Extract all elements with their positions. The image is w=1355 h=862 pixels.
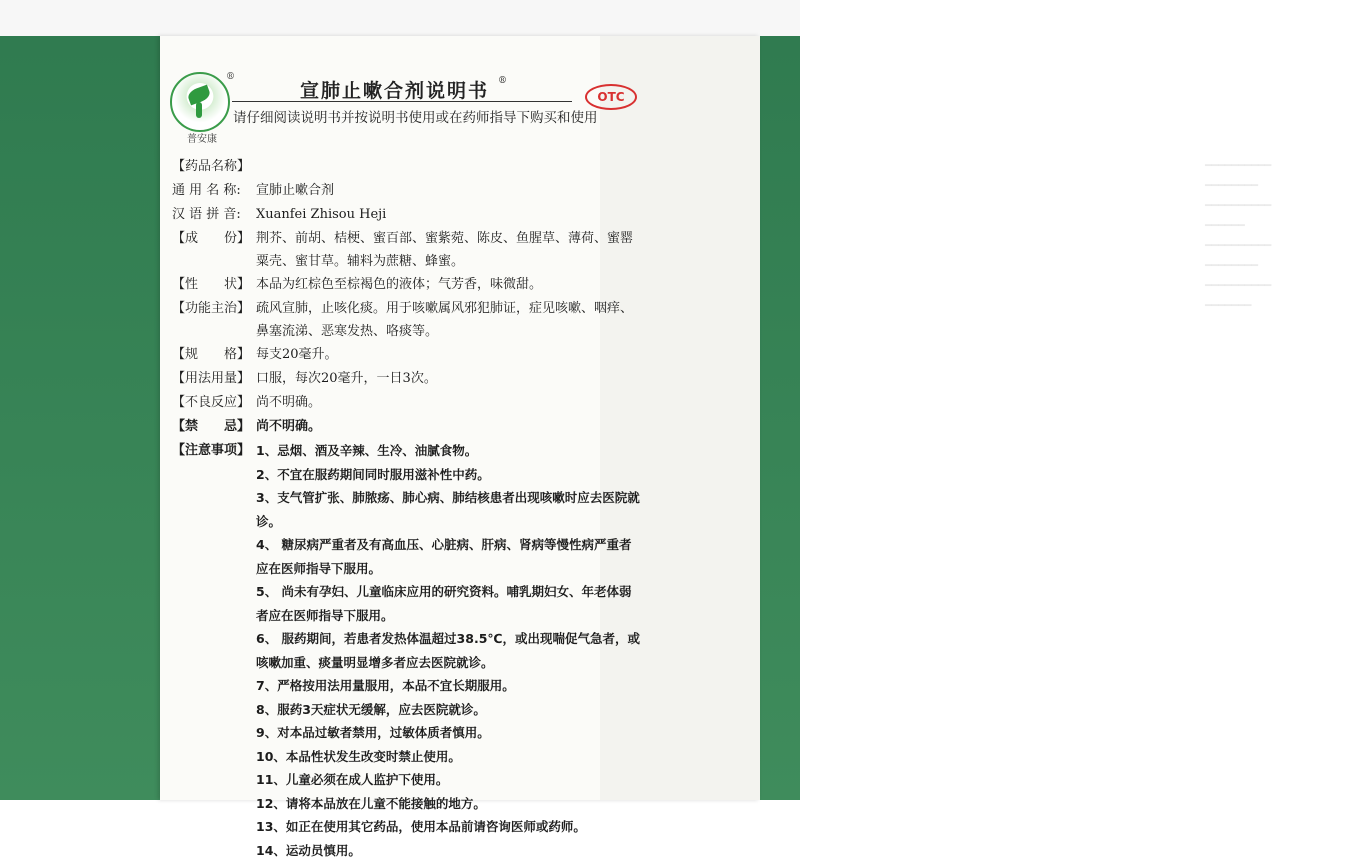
field-row — [172, 415, 642, 439]
precaution-item: 3、支气管扩张、肺脓疡、肺心病、肺结核患者出现咳嗽时应去医院就诊。 — [256, 486, 642, 533]
precaution-item: 6、 服药期间，若患者发热体温超过38.5℃，或出现喘促气急者，或咳嗽加重、痰量明显增多者应去医院就诊。 — [256, 627, 642, 674]
field-row — [172, 367, 642, 391]
field-label: 【药品名称】 — [172, 155, 252, 178]
otc-badge: OTC — [585, 84, 637, 110]
instruction-body — [172, 155, 642, 862]
brand-name: 普安康 — [172, 130, 232, 145]
field-label: 汉 语 拼 音: — [172, 203, 252, 226]
precaution-item: 9、对本品过敏者禁用，过敏体质者慎用。 — [256, 721, 642, 745]
field-row — [172, 343, 642, 367]
page-title: 宣肺止嗽合剂说明书 — [300, 76, 489, 103]
field-value: 口服，每次20毫升，一日3次。 — [256, 367, 642, 390]
precaution-item: 11、儿童必须在成人监护下使用。 — [256, 768, 642, 792]
field-row — [172, 297, 642, 343]
field-row — [172, 179, 642, 203]
field-label: 【规 格】 — [172, 343, 252, 366]
field-row — [172, 391, 642, 415]
logo-registered-mark: ® — [226, 72, 235, 82]
field-label: 【用法用量】 — [172, 367, 252, 390]
precaution-item: 13、如正在使用其它药品，使用本品前请咨询医师或药师。 — [256, 815, 642, 839]
field-value: 尚不明确。 — [256, 415, 642, 438]
figure-icon — [196, 102, 202, 118]
field-row — [172, 203, 642, 227]
precautions-label: 【注意事项】 — [172, 439, 252, 462]
precaution-item: 14、运动员慎用。 — [256, 839, 642, 862]
brand-logo-icon — [170, 72, 230, 132]
top-white-band — [0, 0, 800, 36]
precaution-item: 7、严格按用法用量服用，本品不宜长期服用。 — [256, 674, 642, 698]
title-registered-mark: ® — [498, 76, 507, 86]
field-row — [172, 273, 642, 297]
field-label: 【禁 忌】 — [172, 415, 252, 438]
field-value: 荆芥、前胡、桔梗、蜜百部、蜜紫菀、陈皮、鱼腥草、薄荷、蜜罂粟壳、蜜甘草。辅料为蔗糖、蜂蜜。 — [256, 227, 642, 273]
field-value: 每支20毫升。 — [256, 343, 642, 366]
title-underline — [232, 101, 572, 102]
field-value: Xuanfei Zhisou Heji — [256, 203, 642, 226]
precautions-section — [172, 439, 642, 862]
field-value: 疏风宣肺，止咳化痰。用于咳嗽属风邪犯肺证，症见咳嗽、咽痒、鼻塞流涕、恶寒发热、咯痰等。 — [256, 297, 642, 343]
field-value: 本品为红棕色至棕褐色的液体；气芳香，味微甜。 — [256, 273, 642, 296]
precaution-item: 12、请将本品放在儿童不能接触的地方。 — [256, 792, 642, 816]
field-row — [172, 155, 642, 179]
usage-notice: 请仔细阅读说明书并按说明书使用或在药师指导下购买和使用 — [233, 106, 598, 126]
field-label: 通 用 名 称: — [172, 179, 252, 202]
show-through-text: ━━━━━━━━━━ ━━━━━━━━ ━━━━━━━━━━ ━━━━━━ ━━━━━━━━━━ ━━━━━━━━ ━━━━━━━━━━ ━━━━━━━ — [1205, 156, 1355, 316]
field-label: 【性 状】 — [172, 273, 252, 296]
precaution-item: 4、 糖尿病严重者及有高血压、心脏病、肝病、肾病等慢性病严重者应在医师指导下服用。 — [256, 533, 642, 580]
precaution-item: 8、服药3天症状无缓解，应去医院就诊。 — [256, 698, 642, 722]
precaution-item: 1、忌烟、酒及辛辣、生冷、油腻食物。 — [256, 439, 642, 463]
precaution-item: 10、本品性状发生改变时禁止使用。 — [256, 745, 642, 769]
field-label: 【成 份】 — [172, 227, 252, 250]
field-value: 尚不明确。 — [256, 391, 642, 414]
field-label: 【不良反应】 — [172, 391, 252, 414]
field-row — [172, 227, 642, 273]
field-value: 宣肺止嗽合剂 — [256, 179, 642, 202]
field-label: 【功能主治】 — [172, 297, 252, 320]
precaution-item: 2、不宜在服药期间同时服用滋补性中药。 — [256, 463, 642, 487]
precaution-item: 5、 尚未有孕妇、儿童临床应用的研究资料。哺乳期妇女、年老体弱者应在医师指导下服用。 — [256, 580, 642, 627]
